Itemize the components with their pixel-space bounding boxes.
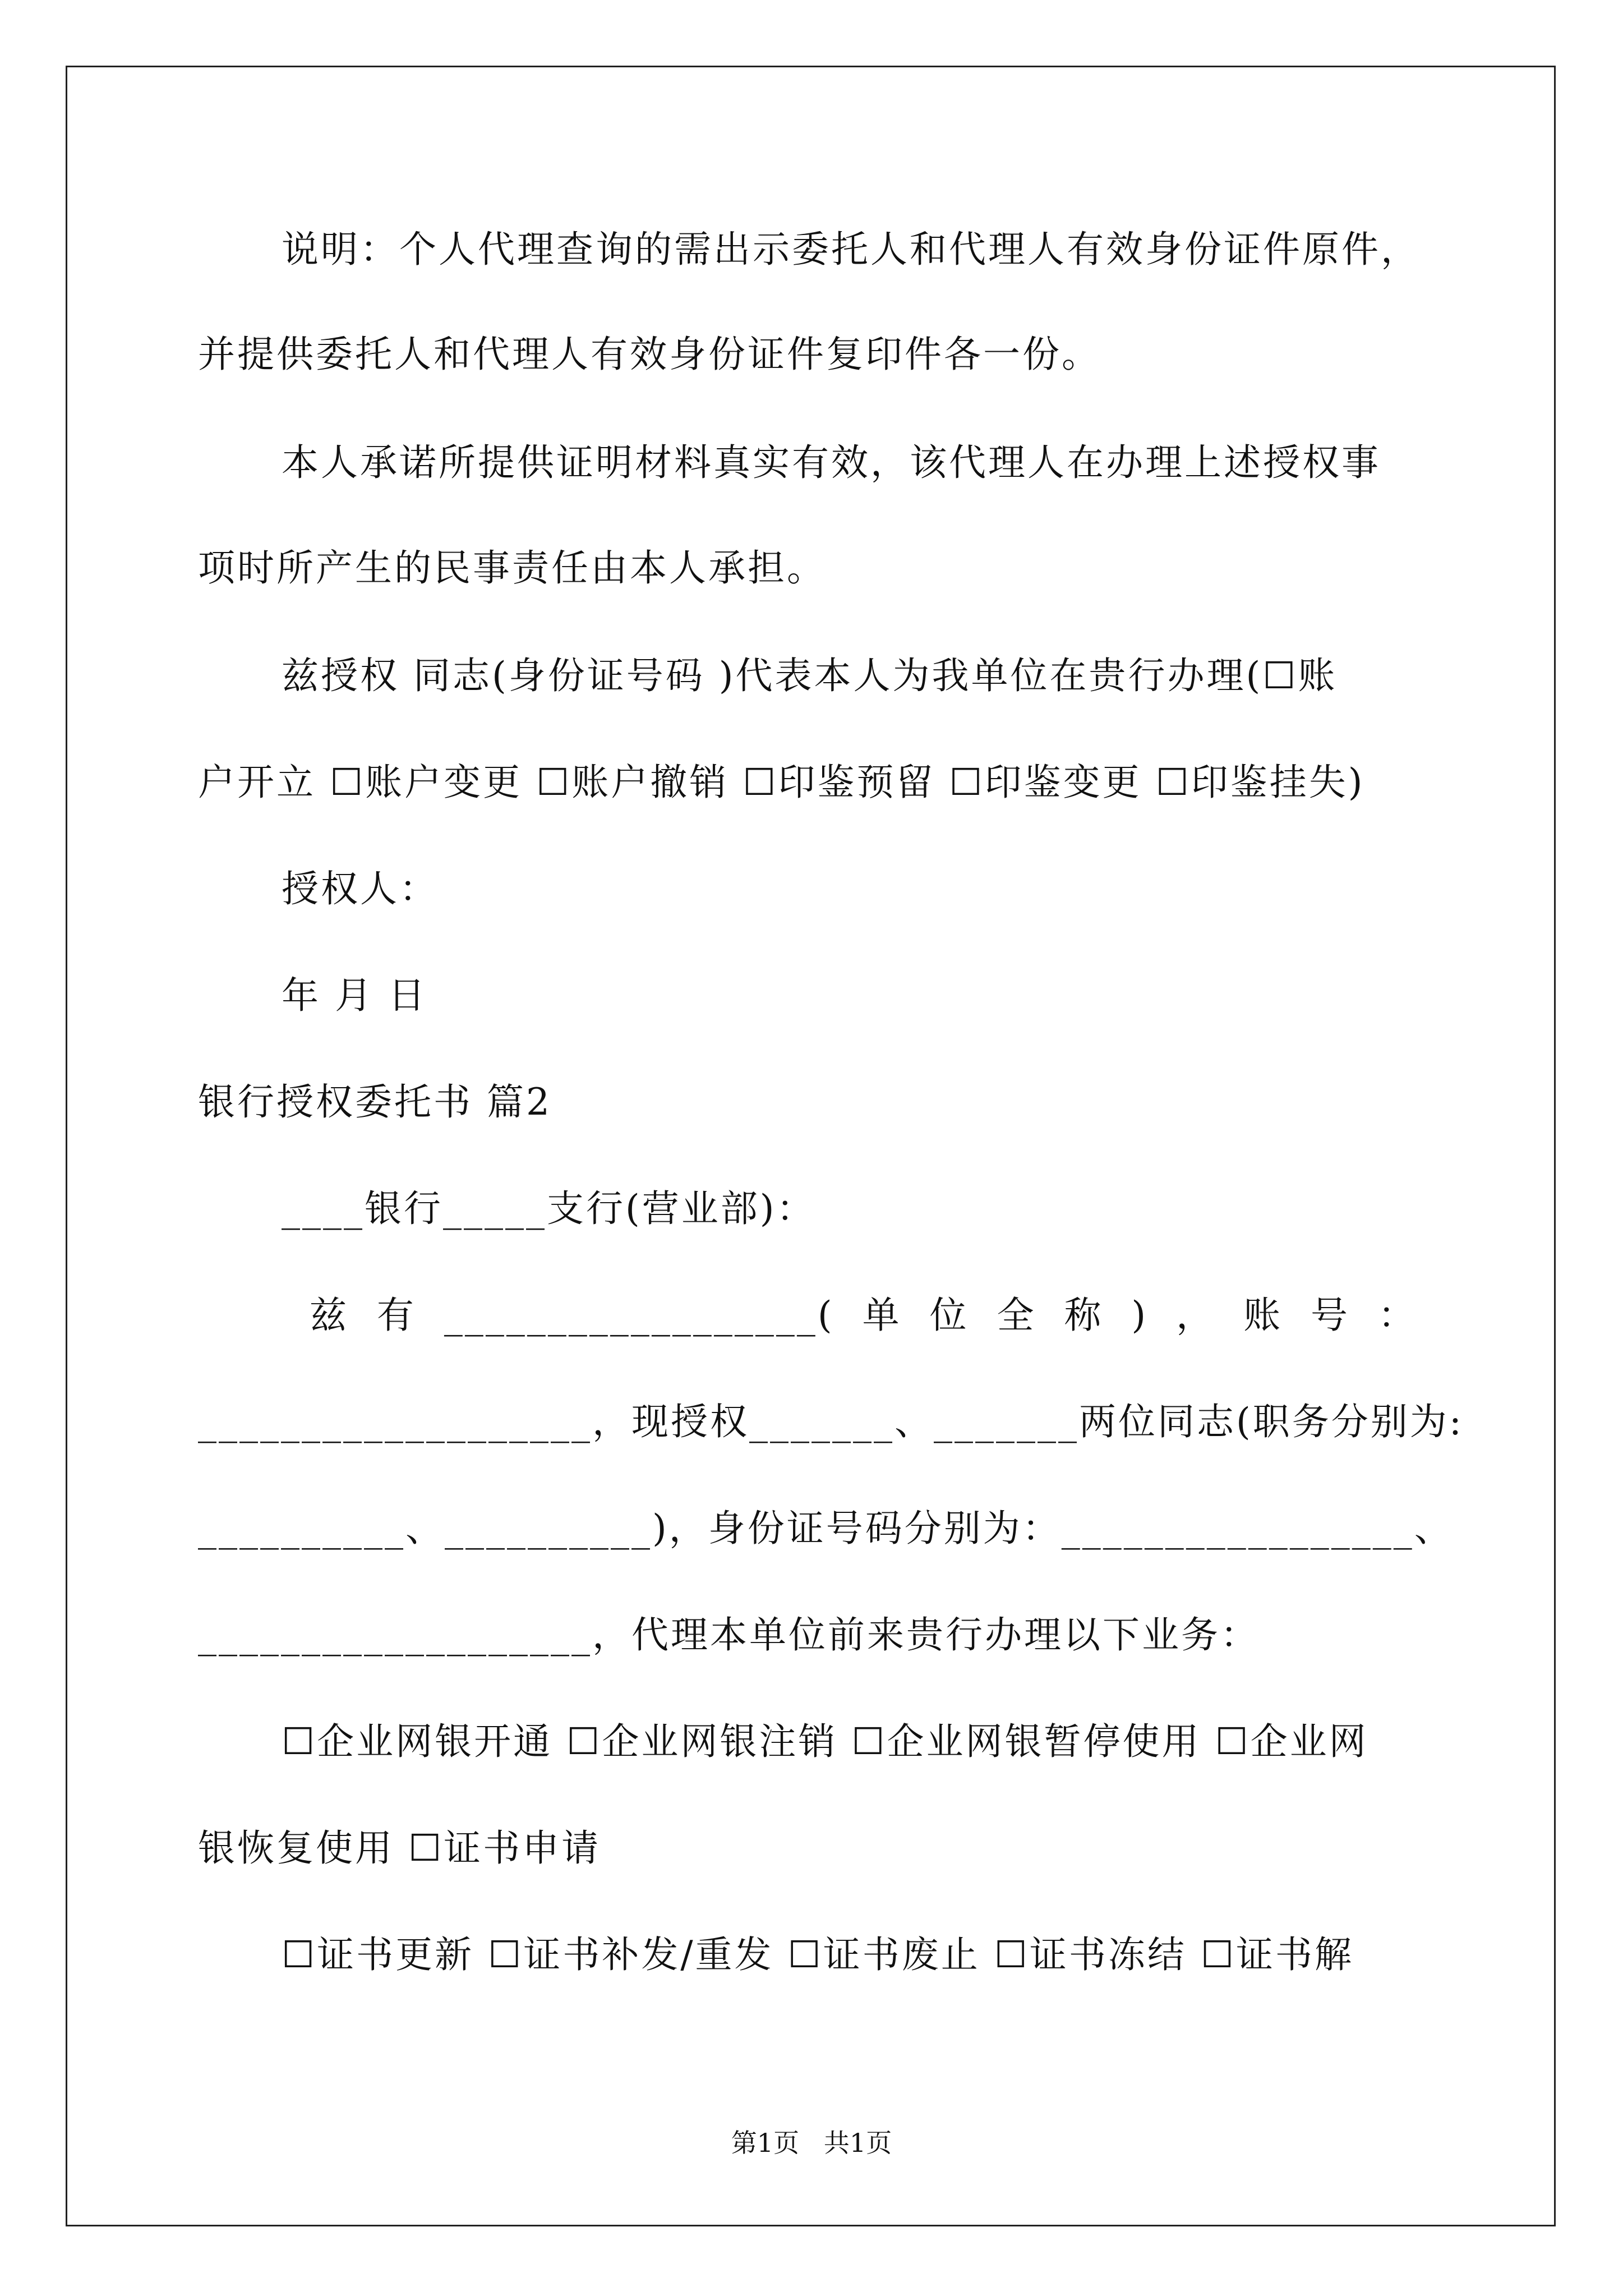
- text-line-17: ☐证书更新 ☐证书补发/重发 ☐证书废止 ☐证书冻结 ☐证书解: [282, 1933, 1354, 1976]
- section-heading: 银行授权委托书 篇2: [198, 1080, 552, 1124]
- text-line-10: ____银行_____支行(营业部)：: [282, 1187, 816, 1230]
- text-line-2: 并提供委托人和代理人有效身份证件复印件各一份。: [198, 333, 1101, 376]
- page-footer: 第1页 共1页: [731, 2128, 892, 2158]
- text-line-8: 年 月 日: [282, 974, 427, 1017]
- text-line-5: 兹授权 同志(身份证号码 )代表本人为我单位在贵行办理(☐账: [282, 654, 1338, 697]
- text-line-14: ___________________，代理本单位前来贵行办理以下业务：: [198, 1613, 1260, 1657]
- page-border: [66, 66, 1556, 2226]
- text-line-7: 授权人：: [282, 867, 439, 910]
- text-line-1: 说明：个人代理查询的需出示委托人和代理人有效身份证件原件，: [282, 228, 1420, 271]
- text-line-4: 项时所产生的民事责任由本人承担。: [198, 546, 826, 590]
- text-line-3: 本人承诺所提供证明材料真实有效，该代理人在办理上述授权事: [282, 441, 1381, 484]
- text-line-16: 银恢复使用 ☐证书申请: [198, 1826, 601, 1870]
- text-line-6: 户开立 ☐账户变更 ☐账户撤销 ☐印鉴预留 ☐印鉴变更 ☐印鉴挂失): [198, 761, 1365, 804]
- text-line-15: ☐企业网银开通 ☐企业网银注销 ☐企业网银暂停使用 ☐企业网: [282, 1720, 1368, 1763]
- text-line-11: 兹 有 __________________( 单 位 全 称 ) ， 账 号 ：: [282, 1294, 1418, 1337]
- text-line-12: ___________________，现授权_______、_______两位同志(职务分别为:: [198, 1400, 1464, 1443]
- text-line-13: __________、__________)，身份证号码分别为：_________________、: [198, 1507, 1454, 1550]
